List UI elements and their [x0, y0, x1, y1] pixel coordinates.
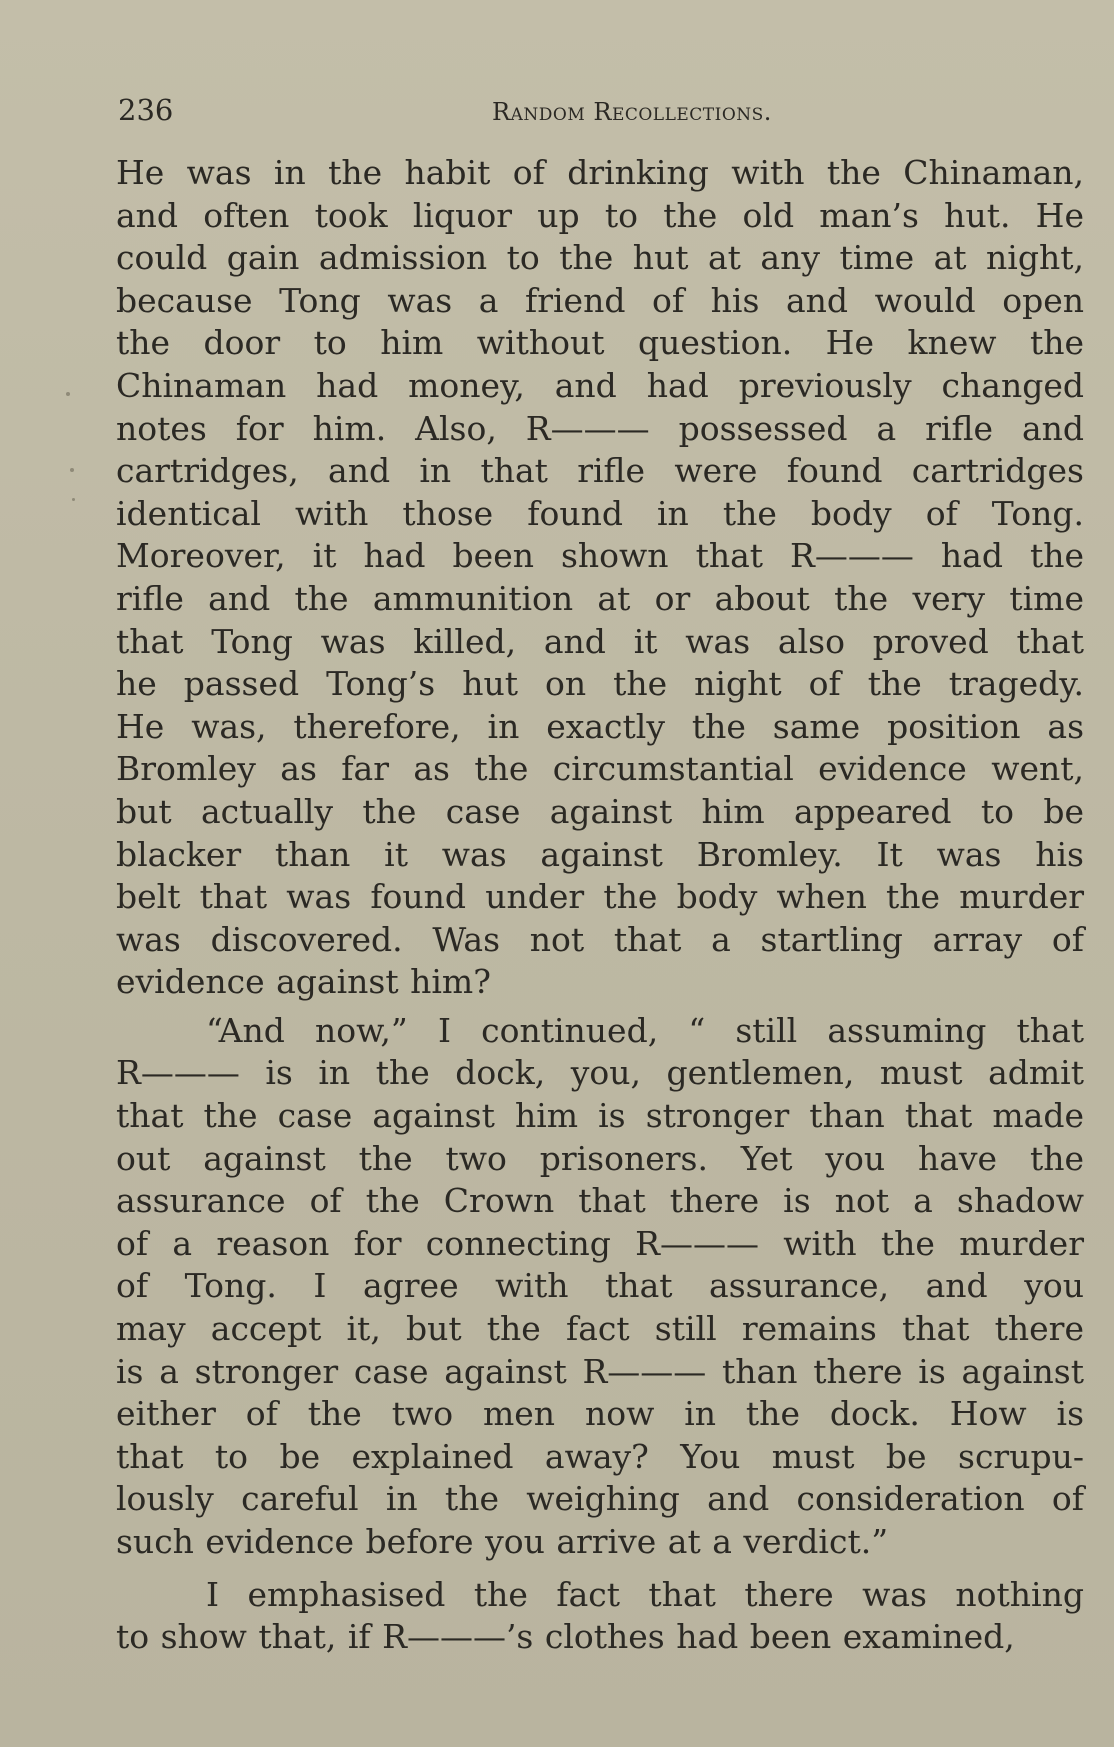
text-line: such evidence before you arrive at a verdict.” [116, 1522, 889, 1561]
running-title: Random Recollections. [492, 98, 772, 126]
text-line: Moreover, it had been shown that R——— had the [116, 536, 1084, 576]
text-line: was discovered. Was not that a startling array of [116, 919, 1084, 959]
text-line: R——— is in the dock, you, gentlemen, must admit [116, 1053, 1084, 1093]
paragraph-1 [116, 152, 1084, 1004]
text-line: of Tong. I agree with that assurance, and you [116, 1266, 1084, 1306]
text-line: the door to him without question. He knew the [116, 323, 1084, 363]
text-line: that Tong was killed, and it was also proved that [116, 621, 1084, 661]
text-line: to show that, if R———’s clothes had been examined, [116, 1617, 1015, 1657]
text-line: lously careful in the weighing and consideration of [116, 1479, 1084, 1519]
page-speck [70, 468, 74, 472]
text-line: of a reason for connecting R——— with the murder [116, 1223, 1084, 1263]
paragraph-3 [116, 1574, 1084, 1659]
text-line: could gain admission to the hut at any time at night, [116, 238, 1084, 278]
paragraph-2 [116, 1010, 1084, 1564]
text-line: He was in the habit of drinking with the Chinaman, [116, 153, 1084, 192]
text-line: cartridges, and in that rifle were found cartridges [116, 451, 1084, 491]
text-line: that the case against him is stronger than that made [116, 1096, 1084, 1136]
text-line: and often took liquor up to the old man’s hut. He [116, 195, 1084, 235]
text-line: may accept it, but the fact still remains that there [116, 1309, 1084, 1349]
text-line: rifle and the ammunition at or about the very time [116, 578, 1084, 618]
text-line: that to be explained away? You must be scrupu- [116, 1436, 1084, 1476]
text-line: Chinaman had money, and had previously changed [116, 365, 1084, 405]
text-line: Bromley as far as the circumstantial evidence went, [116, 749, 1084, 789]
page-speck [66, 392, 70, 396]
text-line: assurance of the Crown that there is not a shadow [116, 1181, 1084, 1221]
text-line: either of the two men now in the dock. How is [116, 1394, 1084, 1434]
page-body [116, 152, 1084, 1659]
text-line: evidence against him? [116, 962, 491, 1002]
page-speck [72, 498, 75, 501]
text-line: but actually the case against him appeared to be [116, 791, 1084, 831]
text-line: I emphasised the fact that there was nothing [206, 1574, 1084, 1614]
text-line: blacker than it was against Bromley. It was his [116, 834, 1084, 874]
text-line: he passed Tong’s hut on the night of the tragedy. [116, 664, 1084, 704]
text-line: out against the two prisoners. Yet you have the [116, 1138, 1084, 1178]
text-line: He was, therefore, in exactly the same position as [116, 706, 1084, 746]
page-header [118, 92, 1086, 132]
page-number: 236 [118, 93, 174, 127]
text-line: “And now,” I continued, “ still assuming that [206, 1010, 1084, 1050]
text-line: is a stronger case against R——— than there is against [116, 1351, 1084, 1391]
text-line: belt that was found under the body when the murder [116, 877, 1084, 917]
text-line: notes for him. Also, R——— possessed a rifle and [116, 408, 1084, 448]
text-line: identical with those found in the body of Tong. [116, 493, 1084, 533]
text-line: because Tong was a friend of his and would open [116, 280, 1084, 320]
